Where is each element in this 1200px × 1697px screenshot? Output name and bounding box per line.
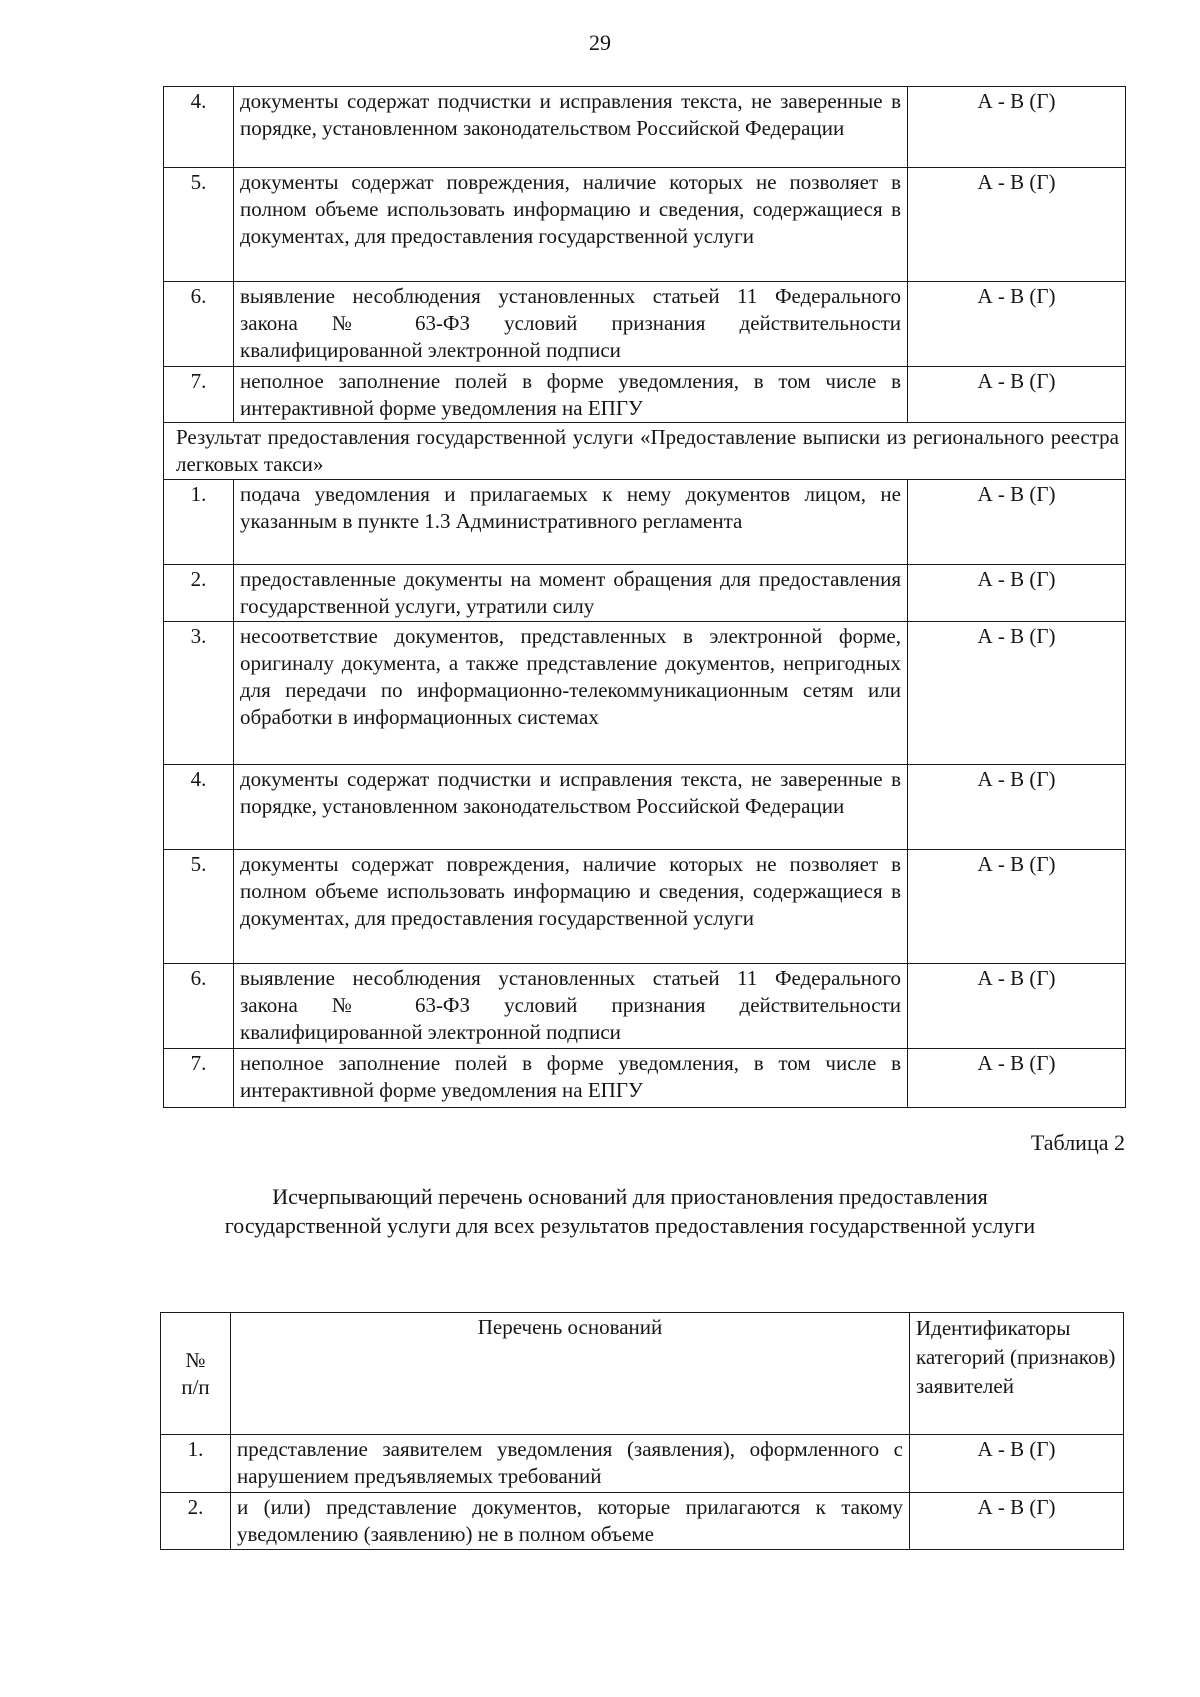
row-text: неполное заполнение полей в форме уведомления, в том числе в интерактивной форме уведомления на ЕПГУ bbox=[234, 367, 908, 423]
table-row bbox=[164, 964, 1126, 1049]
row-text: подача уведомления и прилагаемых к нему документов лицом, не указанным в пункте 1.3 Административного регламента bbox=[234, 480, 908, 565]
row-identifier: А - В (Г) bbox=[908, 622, 1126, 765]
row-identifier: А - В (Г) bbox=[908, 964, 1126, 1049]
row-number: 1. bbox=[161, 1435, 231, 1493]
row-identifier: А - В (Г) bbox=[908, 282, 1126, 367]
row-text: документы содержат подчистки и исправления текста, не заверенные в порядке, установленном законодательством Российской Федерации bbox=[234, 765, 908, 850]
row-text: несоответствие документов, представленных в электронной форме, оригиналу документа, а также представление документов, непригодных для передачи по информационно-телекоммуникационным сетям или обработки в информационных системах bbox=[234, 622, 908, 765]
row-identifier: А - В (Г) bbox=[908, 367, 1126, 423]
row-identifier: А - В (Г) bbox=[908, 480, 1126, 565]
table-heading-line: государственной услуги для всех результатов предоставления государственной услуги bbox=[224, 1213, 1036, 1238]
row-text: документы содержат повреждения, наличие которых не позволяет в полном объеме использовать информацию и сведения, содержащиеся в документах, для предоставления государственной услуги bbox=[234, 850, 908, 964]
table-header-row bbox=[161, 1313, 1124, 1435]
column-header-number bbox=[161, 1313, 231, 1435]
row-text: выявление несоблюдения установленных статьей 11 Федерального закона № 63-ФЗ условий признания действительности квалифицированной электронной подписи bbox=[234, 282, 908, 367]
table-row bbox=[164, 168, 1126, 282]
table-row bbox=[164, 765, 1126, 850]
row-text: документы содержат повреждения, наличие которых не позволяет в полном объеме использовать информацию и сведения, содержащиеся в документах, для предоставления государственной услуги bbox=[234, 168, 908, 282]
table-row bbox=[164, 565, 1126, 622]
row-text: и (или) представление документов, которые прилагаются к такому уведомлению (заявлению) не в полном объеме bbox=[231, 1493, 910, 1550]
row-identifier: А - В (Г) bbox=[908, 765, 1126, 850]
section-header-row bbox=[164, 423, 1126, 480]
column-header-identifiers: Идентификаторы категорий (признаков) заявителей bbox=[910, 1313, 1124, 1435]
grounds-table-continued bbox=[163, 86, 1126, 1108]
row-text: выявление несоблюдения установленных статьей 11 Федерального закона № 63-ФЗ условий признания действительности квалифицированной электронной подписи bbox=[234, 964, 908, 1049]
row-identifier: А - В (Г) bbox=[908, 87, 1126, 168]
row-number: 2. bbox=[161, 1493, 231, 1550]
page-number: 29 bbox=[589, 30, 611, 55]
row-identifier: А - В (Г) bbox=[908, 565, 1126, 622]
row-number: 4. bbox=[164, 765, 234, 850]
table-row bbox=[164, 87, 1126, 168]
row-text: предоставленные документы на момент обращения для предоставления государственной услуги, утратили силу bbox=[234, 565, 908, 622]
section-header: Результат предоставления государственной услуги «Предоставление выписки из регионального реестра легковых такси» bbox=[164, 423, 1126, 480]
table-row bbox=[164, 282, 1126, 367]
header-number-sign: № bbox=[185, 1348, 206, 1372]
table-row bbox=[164, 850, 1126, 964]
row-number: 2. bbox=[164, 565, 234, 622]
row-number: 3. bbox=[164, 622, 234, 765]
row-number: 6. bbox=[164, 282, 234, 367]
row-text: документы содержат подчистки и исправления текста, не заверенные в порядке, установленном законодательством Российской Федерации bbox=[234, 87, 908, 168]
row-number: 1. bbox=[164, 480, 234, 565]
table-heading-line: Исчерпывающий перечень оснований для приостановления предоставления bbox=[272, 1184, 988, 1209]
row-text: неполное заполнение полей в форме уведомления, в том числе в интерактивной форме уведомления на ЕПГУ bbox=[234, 1049, 908, 1108]
row-identifier: А - В (Г) bbox=[910, 1435, 1124, 1493]
table-row bbox=[164, 1049, 1126, 1108]
table-row bbox=[164, 367, 1126, 423]
row-number: 7. bbox=[164, 1049, 234, 1108]
row-identifier: А - В (Г) bbox=[908, 1049, 1126, 1108]
header-number-abbr: п/п bbox=[181, 1375, 210, 1399]
row-identifier: А - В (Г) bbox=[908, 850, 1126, 964]
table-heading bbox=[150, 1182, 1110, 1240]
table-caption: Таблица 2 bbox=[1030, 1130, 1125, 1155]
row-identifier: А - В (Г) bbox=[910, 1493, 1124, 1550]
table-row bbox=[164, 480, 1126, 565]
row-text: представление заявителем уведомления (заявления), оформленного с нарушением предъявляемых требований bbox=[231, 1435, 910, 1493]
table-row bbox=[161, 1493, 1124, 1550]
table-row bbox=[161, 1435, 1124, 1493]
column-header-grounds: Перечень оснований bbox=[231, 1313, 910, 1435]
row-number: 5. bbox=[164, 168, 234, 282]
row-number: 6. bbox=[164, 964, 234, 1049]
row-number: 4. bbox=[164, 87, 234, 168]
suspension-grounds-table bbox=[160, 1312, 1124, 1550]
row-identifier: А - В (Г) bbox=[908, 168, 1126, 282]
table-row bbox=[164, 622, 1126, 765]
row-number: 5. bbox=[164, 850, 234, 964]
row-number: 7. bbox=[164, 367, 234, 423]
